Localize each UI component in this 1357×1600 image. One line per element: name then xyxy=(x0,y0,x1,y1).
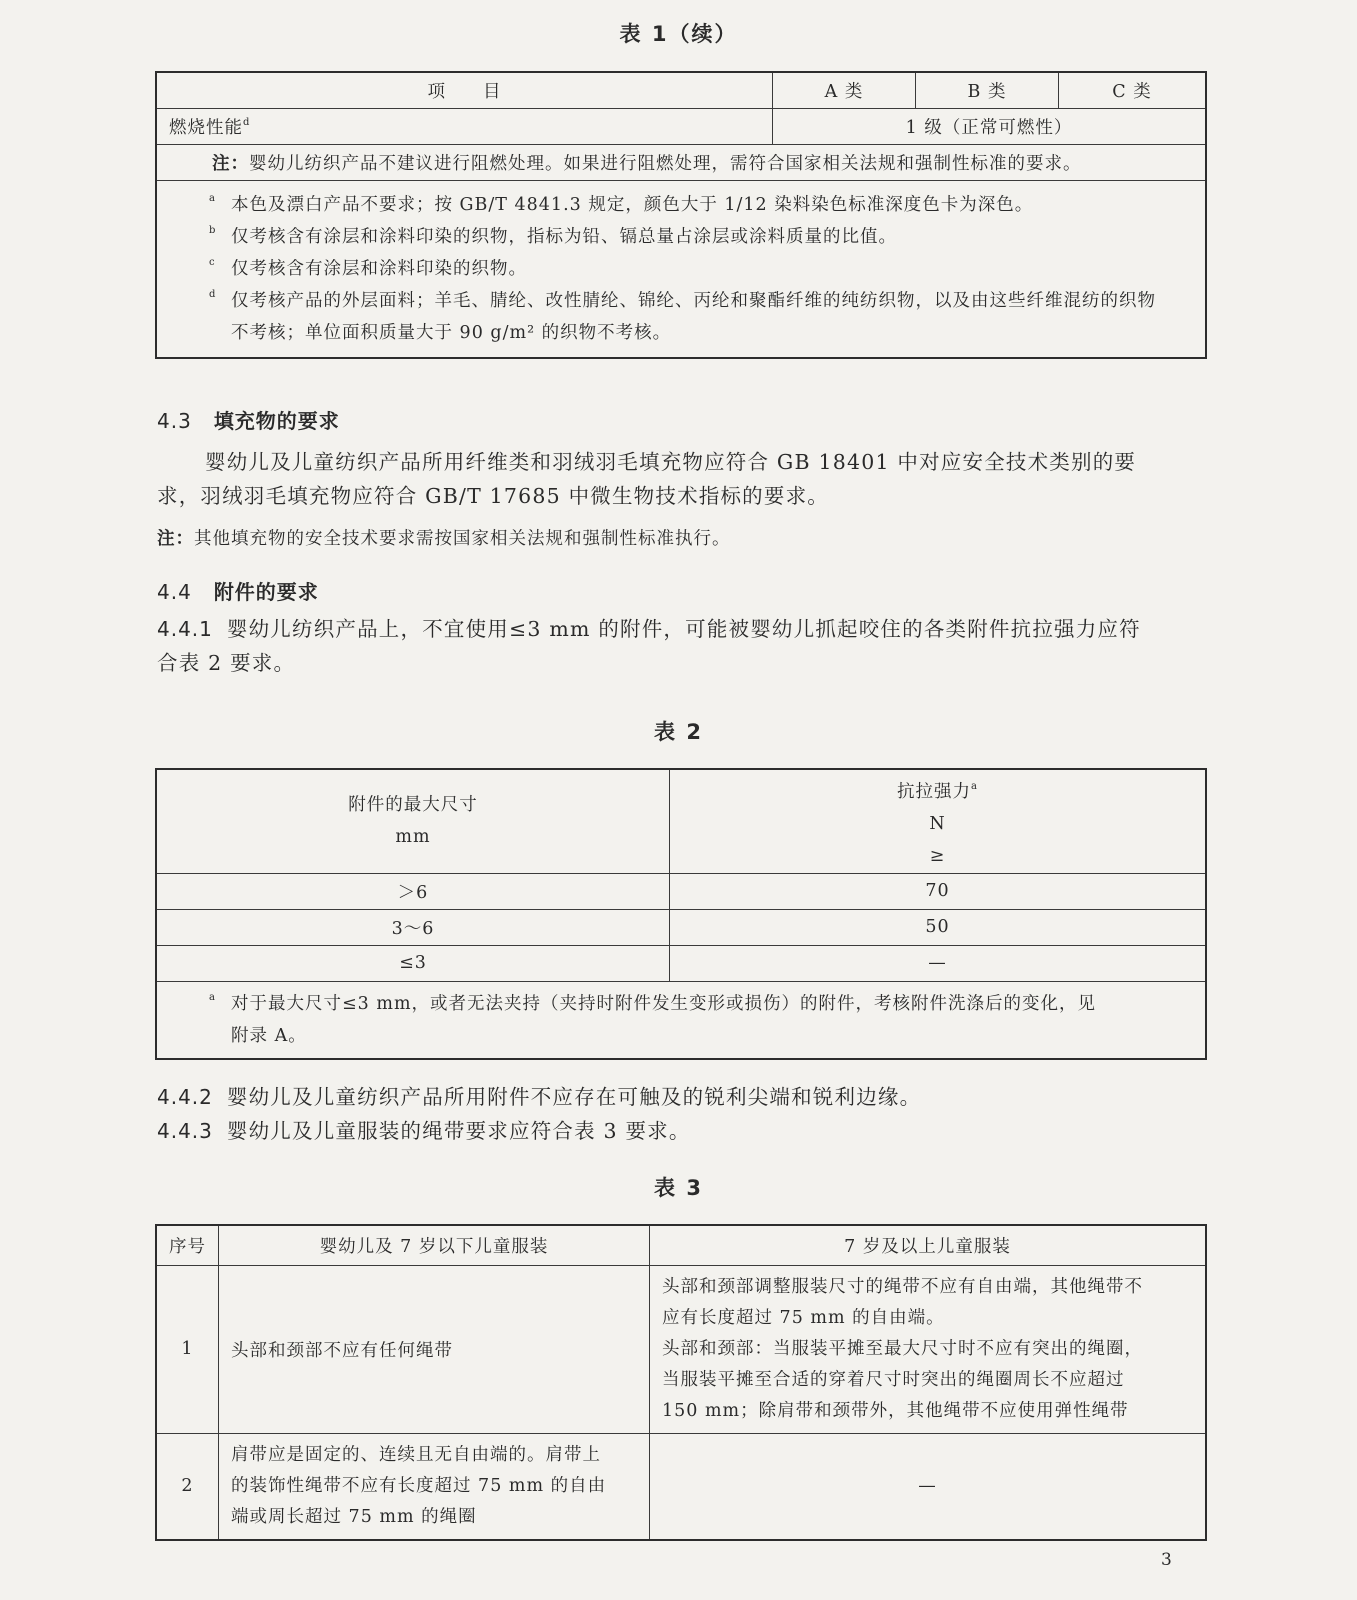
table1-footnote-c: c 仅考核含有涂层和涂料印染的织物。 xyxy=(209,256,527,279)
clause-number: 4.4.2 xyxy=(157,1085,213,1109)
table1-header-a: A 类 xyxy=(773,72,916,108)
table3-caption: 表 3 xyxy=(654,1176,703,1200)
table2-force-cell: 70 xyxy=(670,873,1207,909)
clause-4-4-1: 4.4.1 婴幼儿纺织产品上，不宜使用≤3 mm 的附件，可能被婴幼儿抓起咬住的各类附件抗拉强力应符 合表 2 要求。 xyxy=(157,617,1141,675)
clause-4-4-3: 4.4.3 婴幼儿及儿童服装的绳带要求应符合表 3 要求。 xyxy=(157,1119,691,1143)
table1-note-text: 婴幼儿纺织产品不建议进行阻燃处理。如果进行阻燃处理，需符合国家相关法规和强制性标准的要求。 xyxy=(249,153,1082,174)
table3-header-infant: 婴幼儿及 7 岁以下儿童服装 xyxy=(219,1225,650,1265)
table3-row-infant: 头部和颈部不应有任何绳带 xyxy=(219,1265,650,1433)
section-4-4-heading xyxy=(157,576,319,605)
table3-row-infant: 肩带应是固定的、连续且无自由端的。肩带上 的装饰性绳带不应有长度超过 75 mm 的自由 端或周长超过 75 mm 的绳圈 xyxy=(219,1433,650,1540)
clause-number: 4.4.1 xyxy=(157,617,213,641)
section-4-3-note xyxy=(157,525,731,550)
table1-header-b: B 类 xyxy=(916,72,1059,108)
clause-4-4-2: 4.4.2 婴幼儿及儿童纺织产品所用附件不应存在可触及的锐利尖端和锐利边缘。 xyxy=(157,1085,922,1109)
table1-footnote-d: d 仅考核产品的外层面料；羊毛、腈纶、改性腈纶、锦纶、丙纶和聚酯纤维的纯纺织物，以及由这些纤维混纺的织物 xyxy=(209,288,1156,311)
section-4-3-paragraph: 婴幼儿及儿童纺织产品所用纤维类和羽绒羽毛填充物应符合 GB 18401 中对应安全技术类别的要 求，羽绒羽毛填充物应符合 GB/T 17685 中微生物技术指标的要求。 xyxy=(157,450,1137,508)
table2-caption: 表 2 xyxy=(654,720,703,744)
table2-force-cell: 50 xyxy=(670,909,1207,945)
table2-footnote: a 对于最大尺寸≤3 mm，或者无法夹持（夹持时附件发生变形或损伤）的附件，考核附件洗涤后的变化，见 附录 A。 xyxy=(156,981,1206,1059)
section-title: 填充物的要求 xyxy=(213,409,340,433)
note-label: 注： xyxy=(157,529,194,549)
table2-header-force: 抗拉强力$^a$ N ≥ xyxy=(670,769,1207,873)
table1-row-label: 燃烧性能 xyxy=(169,117,243,138)
table1-row-value: 1 级（正常可燃性） xyxy=(773,108,1207,144)
table2-header-size: 附件的最大尺寸 mm xyxy=(156,769,670,873)
table2 xyxy=(155,768,1207,1060)
clause-number: 4.4.3 xyxy=(157,1119,213,1143)
table1-footnote-d-cont: 不考核；单位面积质量大于 90 g/m² 的织物不考核。 xyxy=(231,322,672,343)
table3-row-no: 2 xyxy=(156,1433,219,1540)
table2-force-cell: — xyxy=(670,945,1207,981)
section-number: 4.4 xyxy=(157,580,192,604)
table-row xyxy=(156,1265,1206,1433)
section-4-3-heading xyxy=(157,405,340,434)
table1-row-label-sup: d xyxy=(243,116,251,128)
section-number: 4.3 xyxy=(157,409,192,433)
table2-size-cell: ＞6 xyxy=(156,873,670,909)
table3-row-older: 头部和颈部调整服装尺寸的绳带不应有自由端，其他绳带不 应有长度超过 75 mm 的自由端。 头部和颈部：当服装平摊至最大尺寸时不应有突出的绳圈， 当服装平摊至合适的穿着尺寸时突出的绳圈周长不应超过 150 mm；除肩带和颈带外，其他绳带不应使用弹性绳带 xyxy=(650,1265,1207,1433)
table3-row-no: 1 xyxy=(156,1265,219,1433)
table1-row-label-cell xyxy=(156,108,773,144)
table1-caption: 表 1（续） xyxy=(619,22,738,46)
table1-footnote-a: a 本色及漂白产品不要求；按 GB/T 4841.3 规定，颜色大于 1/12 染料染色标准深度色卡为深色。 xyxy=(209,192,1034,215)
table2-size-cell: 3～6 xyxy=(156,909,670,945)
table1-footnotes xyxy=(156,180,1206,358)
table1-header-item: 项 目 xyxy=(156,72,773,108)
table1-note xyxy=(156,144,1206,180)
page-number: 3 xyxy=(1161,1550,1172,1570)
table-row xyxy=(156,945,1206,981)
table-row xyxy=(156,1433,1206,1540)
table3-header-no: 序号 xyxy=(156,1225,219,1265)
table-row xyxy=(156,909,1206,945)
table3 xyxy=(155,1224,1207,1541)
table2-size-cell: ≤3 xyxy=(156,945,670,981)
note-text: 其他填充物的安全技术要求需按国家相关法规和强制性标准执行。 xyxy=(194,529,731,549)
section-title: 附件的要求 xyxy=(213,580,319,604)
table1-header-c: C 类 xyxy=(1059,72,1207,108)
table1 xyxy=(155,71,1207,359)
table-row xyxy=(156,873,1206,909)
table1-note-label: 注： xyxy=(212,153,249,174)
table3-row-older: — xyxy=(650,1433,1207,1540)
table3-header-older: 7 岁及以上儿童服装 xyxy=(650,1225,1207,1265)
table1-footnote-b: b 仅考核含有涂层和涂料印染的织物，指标为铅、镉总量占涂层或涂料质量的比值。 xyxy=(209,224,897,247)
